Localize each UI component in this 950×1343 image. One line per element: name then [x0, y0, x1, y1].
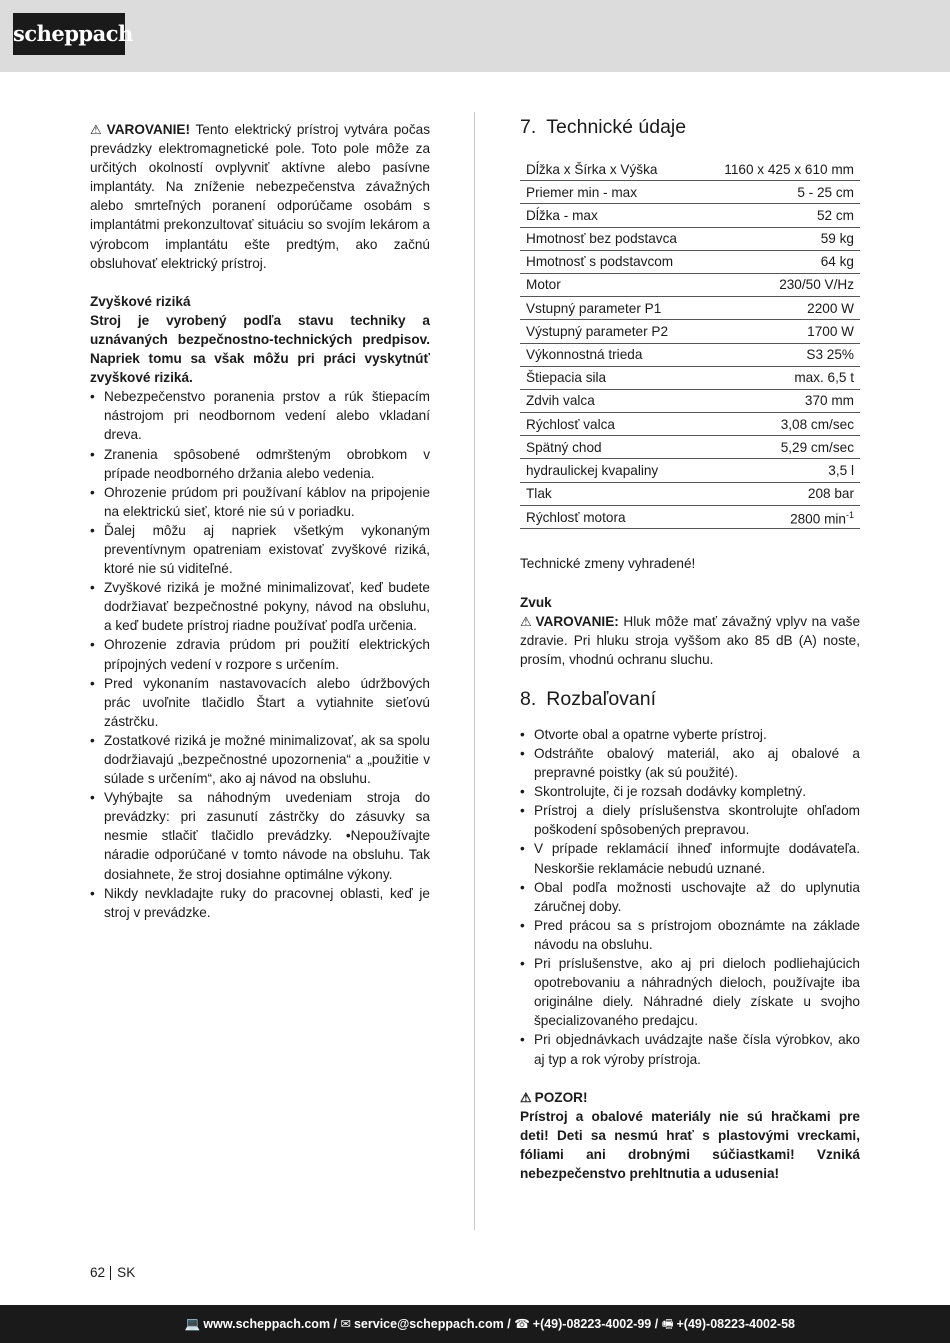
list-item: • Ohrozenie prúdom pri používaní káblov na pripojenie na elektrickú sieť, ktoré nie sú v poriadku. — [90, 483, 430, 521]
list-item: • Otvorte obal a opatrne vyberte prístroj. — [520, 725, 860, 744]
page-number-value: 62 — [90, 1265, 106, 1280]
spec-value — [702, 158, 860, 181]
list-item: • Zostatkové riziká je možné minimalizovať, ak sa spolu dodržiavajú „bezpečnostné upozornenia“ a „použitie v súlade s určením“, ako aj návod na obsluhu. — [90, 731, 430, 788]
header-bar — [0, 0, 950, 72]
list-item: • V prípade reklamácií ihneď informujte dodávateľa. Neskoršie reklamácie nebudú uznané. — [520, 839, 860, 877]
spec-value — [702, 181, 860, 204]
table-row — [520, 482, 860, 505]
spec-value — [702, 297, 860, 320]
table-row — [520, 297, 860, 320]
page-language: SK — [117, 1265, 136, 1280]
footer-phone: +(49)-08223-4002-99 / — [532, 1317, 659, 1331]
list-item: • Zvyškové riziká je možné minimalizovať, keď budete dodržiavať bezpečnostné pokyny, návod na obsluhu, a keď budete prístroj riadne používať podľa určenia. — [90, 578, 430, 635]
section-number: 7. — [520, 116, 537, 138]
spec-value-text: 5 - 25 cm — [797, 184, 854, 200]
spec-label: Rýchlosť valca — [520, 413, 702, 436]
spec-value-text: 5,29 cm/sec — [780, 439, 854, 455]
table-row — [520, 389, 860, 412]
sound-warning-text: Hluk môže mať závažný vplyv na vaše zdravie. Pri hluku stroja vyššom ako 85 dB (A) noste, prosím, vhodnú ochranu sluchu. — [520, 613, 860, 667]
sound-warning — [520, 612, 860, 669]
section-number: 8. — [520, 687, 537, 710]
footer-web-link[interactable]: www.scheppach.com / — [203, 1317, 338, 1331]
caution-heading — [520, 1088, 860, 1107]
spec-value — [702, 505, 860, 529]
spec-label: Tlak — [520, 482, 702, 505]
spec-label: Dĺžka x Šírka x Výška — [520, 158, 702, 181]
section-title: Rozbaľovaní — [546, 687, 657, 710]
spec-value — [702, 389, 860, 412]
list-item: • Pri príslušenstve, ako aj pri dieloch podliehajúcich opotrebovaniu a náhradných dieloch, používajte iba originálne diely. Náhradné diely získate u svojho špecializovaného predajcu. — [520, 954, 860, 1030]
table-row — [520, 273, 860, 296]
unpack-list — [520, 725, 860, 1069]
spec-value-superscript: -1 — [845, 509, 854, 520]
scheppach-logo: scheppach — [13, 13, 125, 55]
spec-label: Hmotnosť s podstavcom — [520, 250, 702, 273]
list-item: • Ďalej môžu aj napriek všetkým vykonaným preventívnym opatreniam existovať zvyškové riziká, ktoré nie sú viditeľné. — [90, 521, 430, 578]
spec-value — [702, 273, 860, 296]
section-heading-tech — [520, 113, 860, 141]
left-column — [90, 120, 430, 922]
table-row — [520, 413, 860, 436]
spec-value-text: 52 cm — [816, 207, 854, 223]
spec-value — [702, 482, 860, 505]
list-item: • Vyhýbajte sa náhodným uvedeniam stroja do prevádzky: pri zasunutí zástrčky do zásuvky sa nesmie stlačiť tlačidlo prevádzky. •Nepoužívajte náradie odporúčané v tomto návode na obsluhu. Tak dosiahnete, že stroj dosiahne optimálne výkony. — [90, 788, 430, 883]
spec-value-text: 3,5 l — [828, 462, 854, 478]
table-row — [520, 181, 860, 204]
list-item: • Nikdy nevkladajte ruky do pracovnej oblasti, keď je stroj v prevádzke. — [90, 884, 430, 922]
table-row — [520, 227, 860, 250]
list-item: • Prístroj a diely príslušenstva skontrolujte ohľadom poškodení spôsobených prepravou. — [520, 801, 860, 839]
spec-value — [702, 204, 860, 227]
sound-heading: Zvuk — [520, 594, 552, 610]
spec-value-text: 1700 W — [807, 323, 854, 339]
spec-label: Hmotnosť bez podstavca — [520, 227, 702, 250]
spec-value-text: 370 mm — [804, 393, 854, 409]
table-row — [520, 320, 860, 343]
list-item: • Nebezpečenstvo poranenia prstov a rúk štiepacím nástrojom pri neodbornom vedení alebo vkladaní dreva. — [90, 387, 430, 444]
spec-label: Výkonnostná trieda — [520, 343, 702, 366]
sound-warning-label: VAROVANIE: — [535, 613, 619, 629]
warning-triangle-icon: ⚠ — [520, 613, 533, 629]
spec-value — [702, 436, 860, 459]
spec-label: Spätný chod — [520, 436, 702, 459]
warning-triangle-icon: ⚠ — [90, 122, 104, 137]
list-item: • Odstráňte obalový materiál, ako aj obalové a prepravné poistky (ak sú použité). — [520, 744, 860, 782]
spec-value-text: 1160 x 425 x 610 mm — [724, 161, 854, 177]
table-row — [520, 436, 860, 459]
spec-value — [702, 320, 860, 343]
spec-label: Dĺžka - max — [520, 204, 702, 227]
list-item: • Pri objednávkach uvádzajte naše čísla výrobkov, ako aj typ a rok výroby prístroja. — [520, 1030, 860, 1068]
spec-value — [702, 366, 860, 389]
spec-label: Výstupný parameter P2 — [520, 320, 702, 343]
fax-icon: 🖷 — [661, 1317, 674, 1331]
caution-label: POZOR! — [534, 1089, 588, 1105]
footer-bar — [0, 1305, 950, 1343]
spec-label: Motor — [520, 273, 702, 296]
spec-value-text: 3,08 cm/sec — [780, 416, 854, 432]
table-row — [520, 343, 860, 366]
spec-value — [702, 343, 860, 366]
table-row — [520, 366, 860, 389]
spec-label: Zdvih valca — [520, 389, 702, 412]
section-title: Technické údaje — [546, 116, 687, 138]
residual-risks-heading: Zvyškové riziká — [90, 293, 191, 309]
spec-value-text: 230/50 V/Hz — [779, 277, 854, 293]
spec-value-text: max. 6,5 t — [794, 370, 854, 386]
tech-note: Technické zmeny vyhradené! — [520, 556, 696, 572]
spec-label: Rýchlosť motora — [520, 505, 702, 529]
caution-text: Prístroj a obalové materiály nie sú hračkami pre deti! Deti sa nesmú hrať s plastovými vreckami, fóliami ani drobnými súčiastkami! Vzniká nebezpečenstvo prehltnutia a udusenia! — [520, 1108, 860, 1181]
spec-value — [702, 250, 860, 273]
warning-triangle-icon: ⚠ — [520, 1089, 532, 1105]
section-heading-unpack — [520, 685, 860, 713]
column-divider — [474, 112, 475, 1230]
spec-label: Priemer min - max — [520, 181, 702, 204]
residual-risks-list — [90, 387, 430, 922]
table-row — [520, 250, 860, 273]
table-row — [520, 204, 860, 227]
footer-fax: +(49)-08223-4002-58 — [676, 1317, 795, 1331]
list-item: • Ohrozenie zdravia prúdom pri použití elektrických prípojných vedení v rozpore s určením. — [90, 635, 430, 673]
table-row — [520, 158, 860, 181]
warning-text: Tento elektrický prístroj vytvára počas prevádzky elektromagnetické pole. Toto pole môže za určitých okolností ovplyvniť aktívne alebo pasívne implantáty. Na zníženie nebezpečenstva závažných alebo smrteľných poranení odporúčame osobám s implantátmi prekonzultovať situáciu so svojím lekárom a výrobcom implantátu ešte predtým, ako začnú obsluhovať elektrický prístroj. — [90, 122, 431, 271]
warning-label: VAROVANIE! — [106, 122, 190, 137]
list-item: • Pred prácou sa s prístrojom oboznámte na základe návodu na obsluhu. — [520, 916, 860, 954]
table-row — [520, 505, 860, 529]
spec-value-text: S3 25% — [806, 347, 854, 363]
spec-label: Štiepacia sila — [520, 366, 702, 389]
list-item: • Pred vykonaním nastavovacích alebo údržbových prác uvoľnite tlačidlo Štart a vytiahnite sieťovú zástrčku. — [90, 674, 430, 731]
page-separator — [110, 1266, 111, 1280]
list-item: • Obal podľa možnosti uschovajte až do uplynutia záručnej doby. — [520, 878, 860, 916]
list-item: • Skontrolujte, či je rozsah dodávky kompletný. — [520, 782, 860, 801]
table-row — [520, 459, 860, 482]
spec-value — [702, 227, 860, 250]
spec-value — [702, 459, 860, 482]
list-item: • Zranenia spôsobené odmršteným obrobkom v prípade neodborného držania alebo vedenia. — [90, 445, 430, 483]
spec-label: hydraulickej kvapaliny — [520, 459, 702, 482]
spec-value-text: 208 bar — [807, 486, 854, 502]
page-number — [90, 1265, 135, 1280]
right-column — [520, 113, 860, 1183]
spec-value-text: 59 kg — [820, 231, 854, 247]
emf-warning — [90, 120, 430, 273]
spec-value-text: 64 kg — [820, 254, 854, 270]
footer-mail-link[interactable]: service@scheppach.com / — [353, 1317, 511, 1331]
spec-label: Vstupný parameter P1 — [520, 297, 702, 320]
computer-icon: 💻 — [184, 1317, 201, 1331]
residual-risks-intro: Stroj je vyrobený podľa stavu techniky a uznávaných bezpečnostno-technických predpisov. Napriek tomu sa však môžu pri práci vyskytnúť zvyškové riziká. — [90, 312, 430, 386]
mail-icon: ✉ — [340, 1317, 351, 1331]
phone-icon: ☎ — [514, 1317, 530, 1331]
spec-value-text: 2800 min — [790, 511, 846, 527]
spec-value — [702, 413, 860, 436]
spec-value-text: 2200 W — [807, 300, 854, 316]
tech-data-table — [520, 158, 860, 529]
